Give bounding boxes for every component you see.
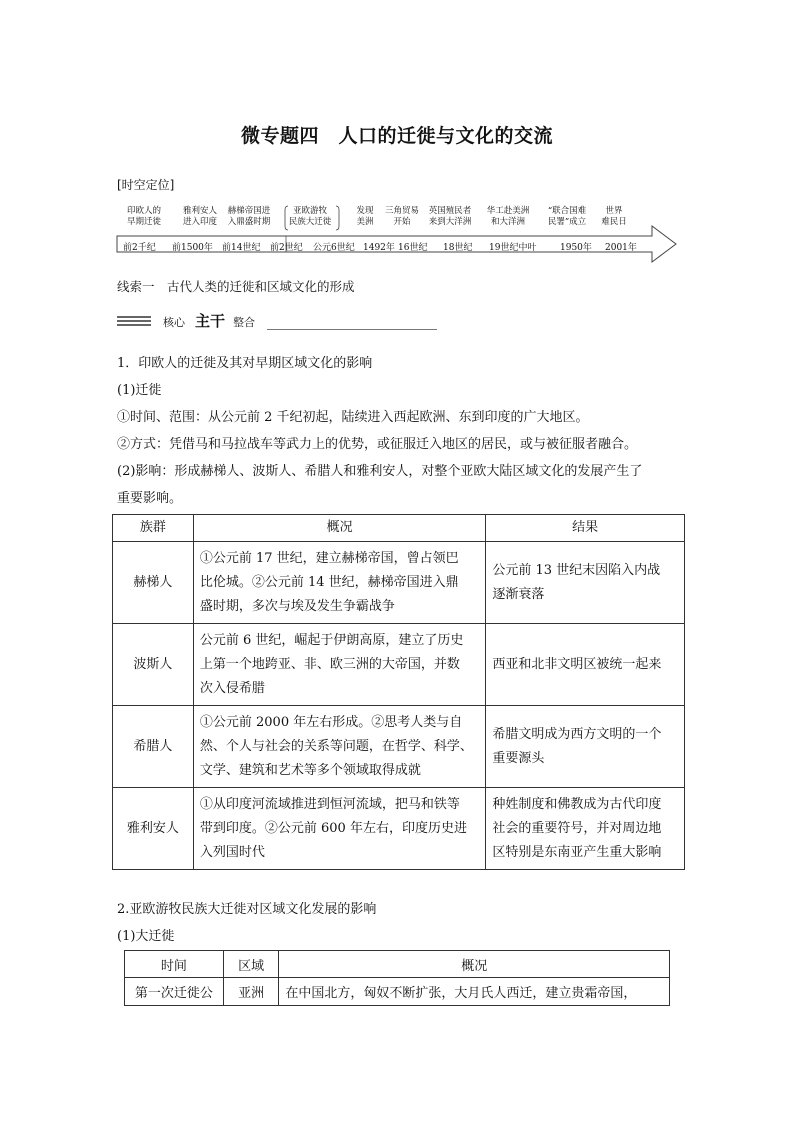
section1-p3b: 重要影响。 [117, 491, 183, 506]
section1-sub1: (1)迁徙 [117, 383, 162, 398]
section1-p2: ②方式：凭借马和马拉战车等武力上的优势，或征服迁入地区的居民，或与被征服者融合。 [117, 437, 638, 452]
section2-heading: 2.亚欧游牧民族大迁徙对区域文化发展的影响 [117, 902, 377, 917]
result-cell: 公元前 13 世纪末因陷入内战 逐渐衰落 [486, 542, 685, 624]
table-row [113, 788, 685, 870]
table-header-cell: 区域 [223, 951, 279, 978]
table-row [125, 978, 670, 1006]
timeline-date: 2001年 [605, 243, 637, 253]
timeline-date: 18世纪 [443, 243, 473, 253]
time-cell: 第一次迁徙公 [125, 978, 224, 1006]
table-header-row [125, 951, 670, 978]
table-header-cell: 概况 [279, 951, 670, 978]
nomad-migration-table [124, 950, 670, 1006]
banner-right-text: 整合 [233, 316, 255, 329]
desc-cell: ①从印度河流域推进到恒河流域，把马和铁等 带到印度。②公元前 600 年左右，印度历史进 入列国时代 [193, 788, 485, 870]
table-header-cell: 概况 [193, 515, 485, 542]
timeline-date: 前2世纪 [270, 243, 303, 253]
timeline-date: 前1500年 [172, 243, 213, 253]
table-row [113, 624, 685, 706]
banner-left-text: 核心 [163, 316, 185, 329]
section2-sub1: (1)大迁徙 [117, 929, 175, 944]
timeline-date: 1950年 [560, 243, 592, 253]
table-row [113, 542, 685, 624]
table-header-row [113, 515, 685, 542]
timeline-date: 1492年 [363, 243, 395, 253]
timeline-date: 16世纪 [398, 243, 428, 253]
group-cell: 希腊人 [113, 706, 194, 788]
timeline-event: 赫梯帝国进 入鼎盛时期 [227, 206, 271, 227]
region-cell: 亚洲 [223, 978, 279, 1006]
timeline-date: 前2千纪 [123, 243, 156, 253]
timeline-event: 印欧人的 早期迁徙 [126, 206, 161, 227]
migration-table [112, 514, 685, 870]
result-cell: 希腊文明成为西方文明的一个 重要源头 [486, 706, 685, 788]
table-header-cell: 族群 [113, 515, 194, 542]
section-banner [117, 312, 437, 332]
page-title: 微专题四 人口的迁徙与文化的交流 [240, 125, 553, 147]
timeline-event: 亚欧游牧 民族大迁徙 [288, 206, 332, 227]
timeline-date: 前14世纪 [222, 243, 261, 253]
table-header-cell: 时间 [125, 951, 224, 978]
summary-cell: 在中国北方，匈奴不断扩张，大月氏人西迁，建立贵霜帝国， [279, 978, 670, 1006]
timeline-date: 19世纪中叶 [489, 243, 537, 253]
section1-heading: 1．印欧人的迁徙及其对早期区域文化的影响 [117, 356, 373, 371]
result-cell: 西亚和北非文明区被统一起来 [486, 624, 685, 706]
desc-cell: ①公元前 17 世纪，建立赫梯帝国，曾占领巴 比伦城。②公元前 14 世纪，赫梯帝国进入鼎 盛时期，多次与埃及发生争霸战争 [193, 542, 485, 624]
table-row [113, 706, 685, 788]
timeline-label: [时空定位] [117, 178, 175, 192]
group-cell: 雅利安人 [113, 788, 194, 870]
result-cell: 种姓制度和佛教成为古代印度 社会的重要符号，并对周边地 区特别是东南亚产生重大影响 [486, 788, 685, 870]
timeline-event: “联合国难 民署”成立 [547, 206, 587, 227]
timeline-event: 发现 美洲 [356, 206, 374, 227]
group-cell: 赫梯人 [113, 542, 194, 624]
desc-cell: ①公元前 2000 年左右形成。②思考人类与自 然、个人与社会的关系等问题，在哲学、科学、 文学、建筑和艺术等多个领域取得成就 [193, 706, 485, 788]
banner-big-text: 主干 [195, 312, 226, 330]
group-cell: 波斯人 [113, 624, 194, 706]
table-header-cell: 结果 [486, 515, 685, 542]
timeline-event: 华工赴美洲 和大洋洲 [486, 206, 530, 227]
timeline-event: 三角贸易 开始 [384, 206, 419, 227]
section1-p3a: (2)影响：形成赫梯人、波斯人、希腊人和雅利安人，对整个亚欧大陆区域文化的发展产生了 [117, 464, 643, 479]
section1-p1: ①时间、范围：从公元前 2 千纪初起，陆续进入西起欧洲、东到印度的广大地区。 [117, 410, 589, 425]
clue-heading: 线索一 古代人类的迁徙和区域文化的形成 [117, 279, 355, 294]
timeline-event: 雅利安人 进入印度 [182, 206, 217, 227]
timeline-bracket [284, 205, 340, 231]
timeline-event: 英国殖民者 来到大洋洲 [428, 206, 472, 227]
timeline-event: 世界 难民日 [601, 206, 627, 227]
desc-cell: 公元前 6 世纪，崛起于伊朗高原，建立了历史 上第一个地跨亚、非、欧三洲的大帝国，并数 次入侵希腊 [193, 624, 485, 706]
timeline-date: 公元6世纪 [313, 243, 355, 253]
